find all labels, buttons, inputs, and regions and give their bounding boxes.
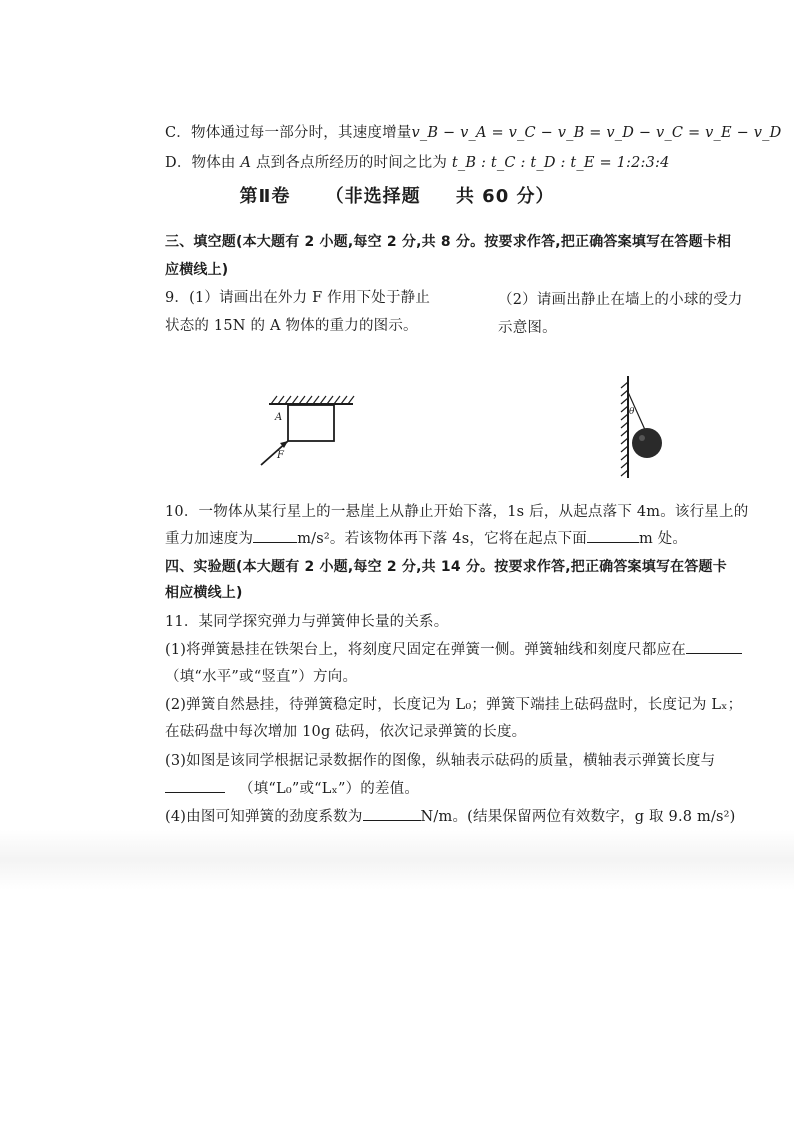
section-title-left: 第Ⅱ卷	[239, 186, 291, 207]
q11-blank-3[interactable]	[363, 808, 421, 821]
q10-blank-1[interactable]	[253, 530, 297, 543]
option-d-point: A	[240, 155, 252, 171]
q11-s2-line2: 在砝码盘中每次增加 10g 砝码，依次记录弹簧的长度。	[165, 724, 527, 740]
wall-hatch	[621, 382, 628, 476]
q11-s3-text2: （填“L₀”或“Lₓ”）的差值。	[239, 781, 420, 797]
figure-block-force	[255, 388, 365, 470]
q10-line2-c: m 处。	[638, 531, 688, 547]
block-a-label: A	[275, 412, 283, 423]
q10-line2	[165, 527, 687, 548]
q11-s1-text: (1)将弹簧悬挂在铁架台上，将刻度尺固定在弹簧一侧。弹簧轴线和刻度尺都应在	[165, 642, 686, 658]
section-title	[0, 182, 794, 208]
q9-left-line2: 状态的 15N 的 A 物体的重力的图示。	[165, 318, 418, 334]
block-a	[288, 405, 334, 441]
q11-s1-line1	[165, 638, 742, 659]
force-f-label: F	[277, 450, 284, 461]
q11-blank-1[interactable]	[686, 641, 742, 654]
q10-line1: 10．一物体从某行星上的一悬崖上从静止开始下落，1s 后，从起点落下 4m。该行星上的	[165, 504, 749, 520]
part3-heading-line2: 应横线上)	[165, 262, 229, 278]
option-d-formula: t_B : t_C : t_D : t_E = 1:2:3:4	[451, 155, 670, 171]
ball-highlight	[639, 435, 645, 441]
q11-s3-line2	[165, 777, 419, 798]
q10-blank-2[interactable]	[587, 530, 639, 543]
theta-label: θ	[629, 407, 635, 417]
option-d	[165, 151, 670, 172]
q10-line2-a: 重力加速度为	[165, 531, 254, 547]
option-d-text: D．物体由	[165, 155, 236, 171]
ceiling-hatch	[271, 396, 354, 404]
ball	[632, 428, 662, 458]
section-title-right: 共 60 分）	[455, 186, 555, 207]
q9-left-line1: 9．(1）请画出在外力 F 作用下处于静止	[165, 290, 431, 306]
part3-heading-line1: 三、填空题(本大题有 2 小题,每空 2 分,共 8 分。按要求作答,把正确答案填写在答题卡相	[165, 234, 732, 250]
q11-s2-line1: (2)弹簧自然悬挂，待弹簧稳定时，长度记为 L₀；弹簧下端挂上砝码盘时，长度记为 Lₓ；	[165, 697, 743, 713]
q11-s4-a: (4)由图可知弹簧的劲度系数为	[165, 809, 363, 825]
q11-blank-2[interactable]	[165, 780, 225, 793]
scan-shadow	[0, 830, 794, 890]
option-c-text: C．物体通过每一部分时，其速度增量	[165, 125, 412, 141]
q10-line2-b: m/s²。若该物体再下落 4s，它将在起点下面	[297, 531, 587, 547]
q11-s1-line2: （填“水平”或“竖直”）方向。	[165, 669, 358, 685]
section-title-mid: （非选择题	[325, 186, 421, 207]
q11-s4-b: N/m。(结果保留两位有效数字，g 取 9.8 m/s²)	[420, 809, 736, 825]
figure-ball-wall	[614, 372, 674, 482]
q9-right-line1: （2）请画出静止在墙上的小球的受力	[498, 292, 743, 308]
part4-heading-line2: 相应横线上)	[165, 585, 243, 601]
option-c	[165, 121, 781, 142]
q11-intro: 11．某同学探究弹力与弹簧伸长量的关系。	[165, 614, 449, 630]
part4-heading-line1: 四、实验题(本大题有 2 小题,每空 2 分,共 14 分。按要求作答,把正确答案填写在答题卡	[165, 559, 727, 575]
option-c-formula: v_B − v_A = v_C − v_B = v_D − v_C = v_E − v_D	[411, 125, 782, 141]
q11-s3-line1: (3)如图是该同学根据记录数据作的图像，纵轴表示砝码的质量，横轴表示弹簧长度与	[165, 753, 716, 769]
option-d-text2: 点到各点所经历的时间之比为	[255, 155, 448, 171]
q9-right-line2: 示意图。	[498, 320, 557, 336]
q11-s4	[165, 805, 736, 826]
